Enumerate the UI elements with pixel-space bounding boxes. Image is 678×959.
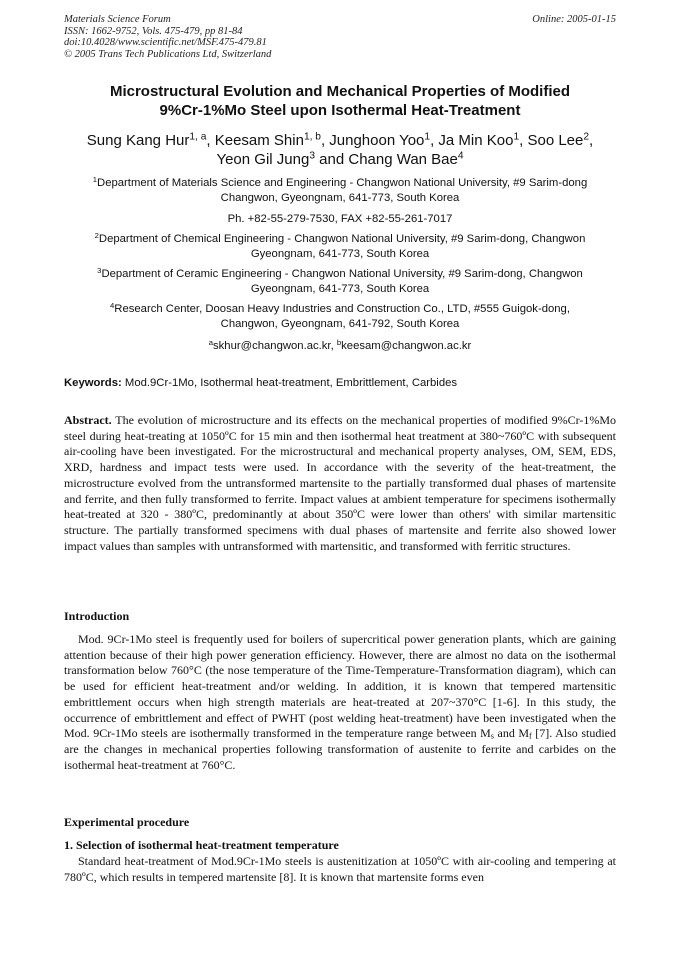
title-line-2: 9%Cr-1%Mo Steel upon Isothermal Heat-Treatment	[159, 102, 521, 119]
author-separator: ,	[430, 132, 439, 149]
author-separator: ,	[589, 132, 594, 149]
author-name: Keesam Shin	[214, 132, 304, 149]
author-separator: ,	[519, 132, 528, 149]
subscript-s: s	[490, 731, 494, 741]
affiliation-2	[64, 232, 616, 261]
affiliation-mark: 1	[92, 174, 98, 184]
affiliation-text: Research Center, Doosan Heavy Industries and Construction Co., LTD, #555 Guigok-dong,	[114, 303, 570, 315]
title-line-1: Microstructural Evolution and Mechanical Properties of Modified	[109, 83, 571, 100]
paper-title	[64, 82, 616, 120]
author-name: Yeon Gil Jung	[216, 151, 310, 168]
author-name: Ja Min Koo	[438, 132, 514, 149]
intro-text: Mod. 9Cr-1Mo steel is frequently used for boilers of supercritical power generation plants, which are gaining attention because of their high power generation efficiency. However, there are almost no data on the isothermal transformation below 760°C (the nose temperature of the Time-Temperature-Transformation diagram), which can be used for efficient heat-treatment and/or welding. In addition, it is known that tempered martensitic embrittlement occurs when high strength materials are heat-treated at 207~370°C [1-6]. In this study, the occurrence of embrittlement and effect of PWHT (post welding heat-treatment) have been investigated when the Mod. 9Cr-1Mo steels are isothermally transformed in the temperature range between M	[64, 632, 616, 741]
affiliation-4	[64, 302, 616, 331]
introduction-heading: Introduction	[64, 609, 130, 623]
author-mark: 4	[457, 150, 464, 162]
affiliation-text: Department of Ceramic Engineering - Changwon National University, #9 Sarim-dong, Changwon	[101, 268, 583, 280]
author-name: Sung Kang Hur	[86, 132, 190, 149]
email-link[interactable]: keesam@changwon.ac.kr	[341, 340, 472, 352]
intro-text: [7]. Also studied are the changes in mechanical properties following transformation of austenite to ferrite and carbides on the isothermal heat-treatment at 760°C.	[64, 726, 616, 772]
doi-line[interactable]: doi:10.4028/www.scientific.net/MSF.475-479.81	[64, 37, 267, 49]
author-mark: 1, a	[189, 131, 207, 143]
keywords	[64, 376, 616, 390]
author-name: Chang Wan Bae	[348, 151, 458, 168]
author-list	[64, 131, 616, 169]
author-mark: 3	[309, 150, 315, 162]
subscript-f: f	[529, 731, 532, 741]
email-mark: b	[336, 337, 342, 347]
author-conjunction: and	[314, 151, 349, 168]
subsection-heading: 1. Selection of isothermal heat-treatment temperature	[64, 838, 339, 852]
intro-text: and M	[493, 726, 530, 741]
affiliation-text: Changwon, Gyeongnam, 641-773, South Korea	[220, 191, 460, 204]
affiliation-text: Department of Chemical Engineering - Changwon National University, #9 Sarim-dong, Changwon	[98, 233, 586, 245]
abstract-label: Abstract.	[64, 413, 112, 427]
email-line	[64, 339, 616, 354]
email-mark: a	[208, 337, 213, 347]
keywords-text: Mod.9Cr-1Mo, Isothermal heat-treatment, Embrittlement, Carbides	[121, 377, 458, 389]
affiliation-3	[64, 267, 616, 296]
affiliation-mark: 4	[110, 300, 115, 310]
affiliation-text: Department of Materials Science and Engineering - Changwon National University, #9 Sarim-dong	[97, 177, 588, 189]
author-mark: 1, b	[303, 131, 321, 143]
online-date: Online: 2005-01-15	[532, 14, 616, 25]
keywords-label: Keywords:	[64, 377, 122, 389]
affiliation-text: Gyeongnam, 641-773, South Korea	[250, 282, 430, 295]
author-mark: 2	[583, 131, 590, 143]
journal-name: Materials Science Forum	[64, 14, 171, 25]
author-name: Junghoon Yoo	[329, 132, 425, 149]
introduction-paragraph	[64, 632, 616, 773]
copyright-line: © 2005 Trans Tech Publications Ltd, Switzerland	[64, 48, 272, 60]
author-mark: 1	[424, 131, 431, 143]
email-link[interactable]: skhur@changwon.ac.kr,	[212, 340, 337, 352]
issn-line: ISSN: 1662-9752, Vols. 475-479, pp 81-84	[64, 25, 243, 37]
journal-header	[64, 14, 616, 60]
experimental-paragraph: Standard heat-treatment of Mod.9Cr-1Mo steels is austenitization at 1050ºC with air-cooling and tempering at 780ºC, which results in tempered martensite [8]. It is known that martensite forms even	[64, 854, 616, 884]
phone-fax-line: Ph. +82-55-279-7530, FAX +82-55-261-7017	[227, 213, 453, 225]
author-name: Soo Lee	[527, 132, 584, 149]
affiliation-text: Gyeongnam, 641-773, South Korea	[250, 247, 430, 260]
experimental-heading: Experimental procedure	[64, 815, 190, 829]
affiliation-mark: 3	[97, 265, 102, 275]
abstract-text: The evolution of microstructure and its effects on the mechanical properties of modified 9%Cr-1%Mo steel during heat-treating at 1050ºC for 15 min and then isothermal heat treatment at 380~760ºC with subsequent air-cooling have been investigated. For the microstructural and mechanical property analyses, OM, SEM, EDS, XRD, hardness and impact tests were used. In accordance with the severity of the heat-treatment, the microstructure evolved from the untransformed martensite to the partially transformed dual phases of martensite and ferrite, and then fully transformed to ferrite. Impact values at ambient temperature for specimens isothermally heat-treated at 320 - 380ºC, predominantly at about 350ºC were lower than others' with similar martensitic structure. The partially transformed specimens with dual phases of martensite and ferrite also showed lower impact values than samples with untransformed with martensitic, and transformed with ferritic structures.	[64, 413, 616, 553]
affiliation-1	[64, 176, 616, 205]
abstract	[64, 413, 616, 554]
author-separator: ,	[206, 132, 215, 149]
author-mark: 1	[513, 131, 520, 143]
affiliation-mark: 2	[94, 230, 99, 240]
author-separator: ,	[320, 132, 330, 149]
affiliation-text: Changwon, Gyeongnam, 641-792, South Korea	[220, 317, 460, 330]
